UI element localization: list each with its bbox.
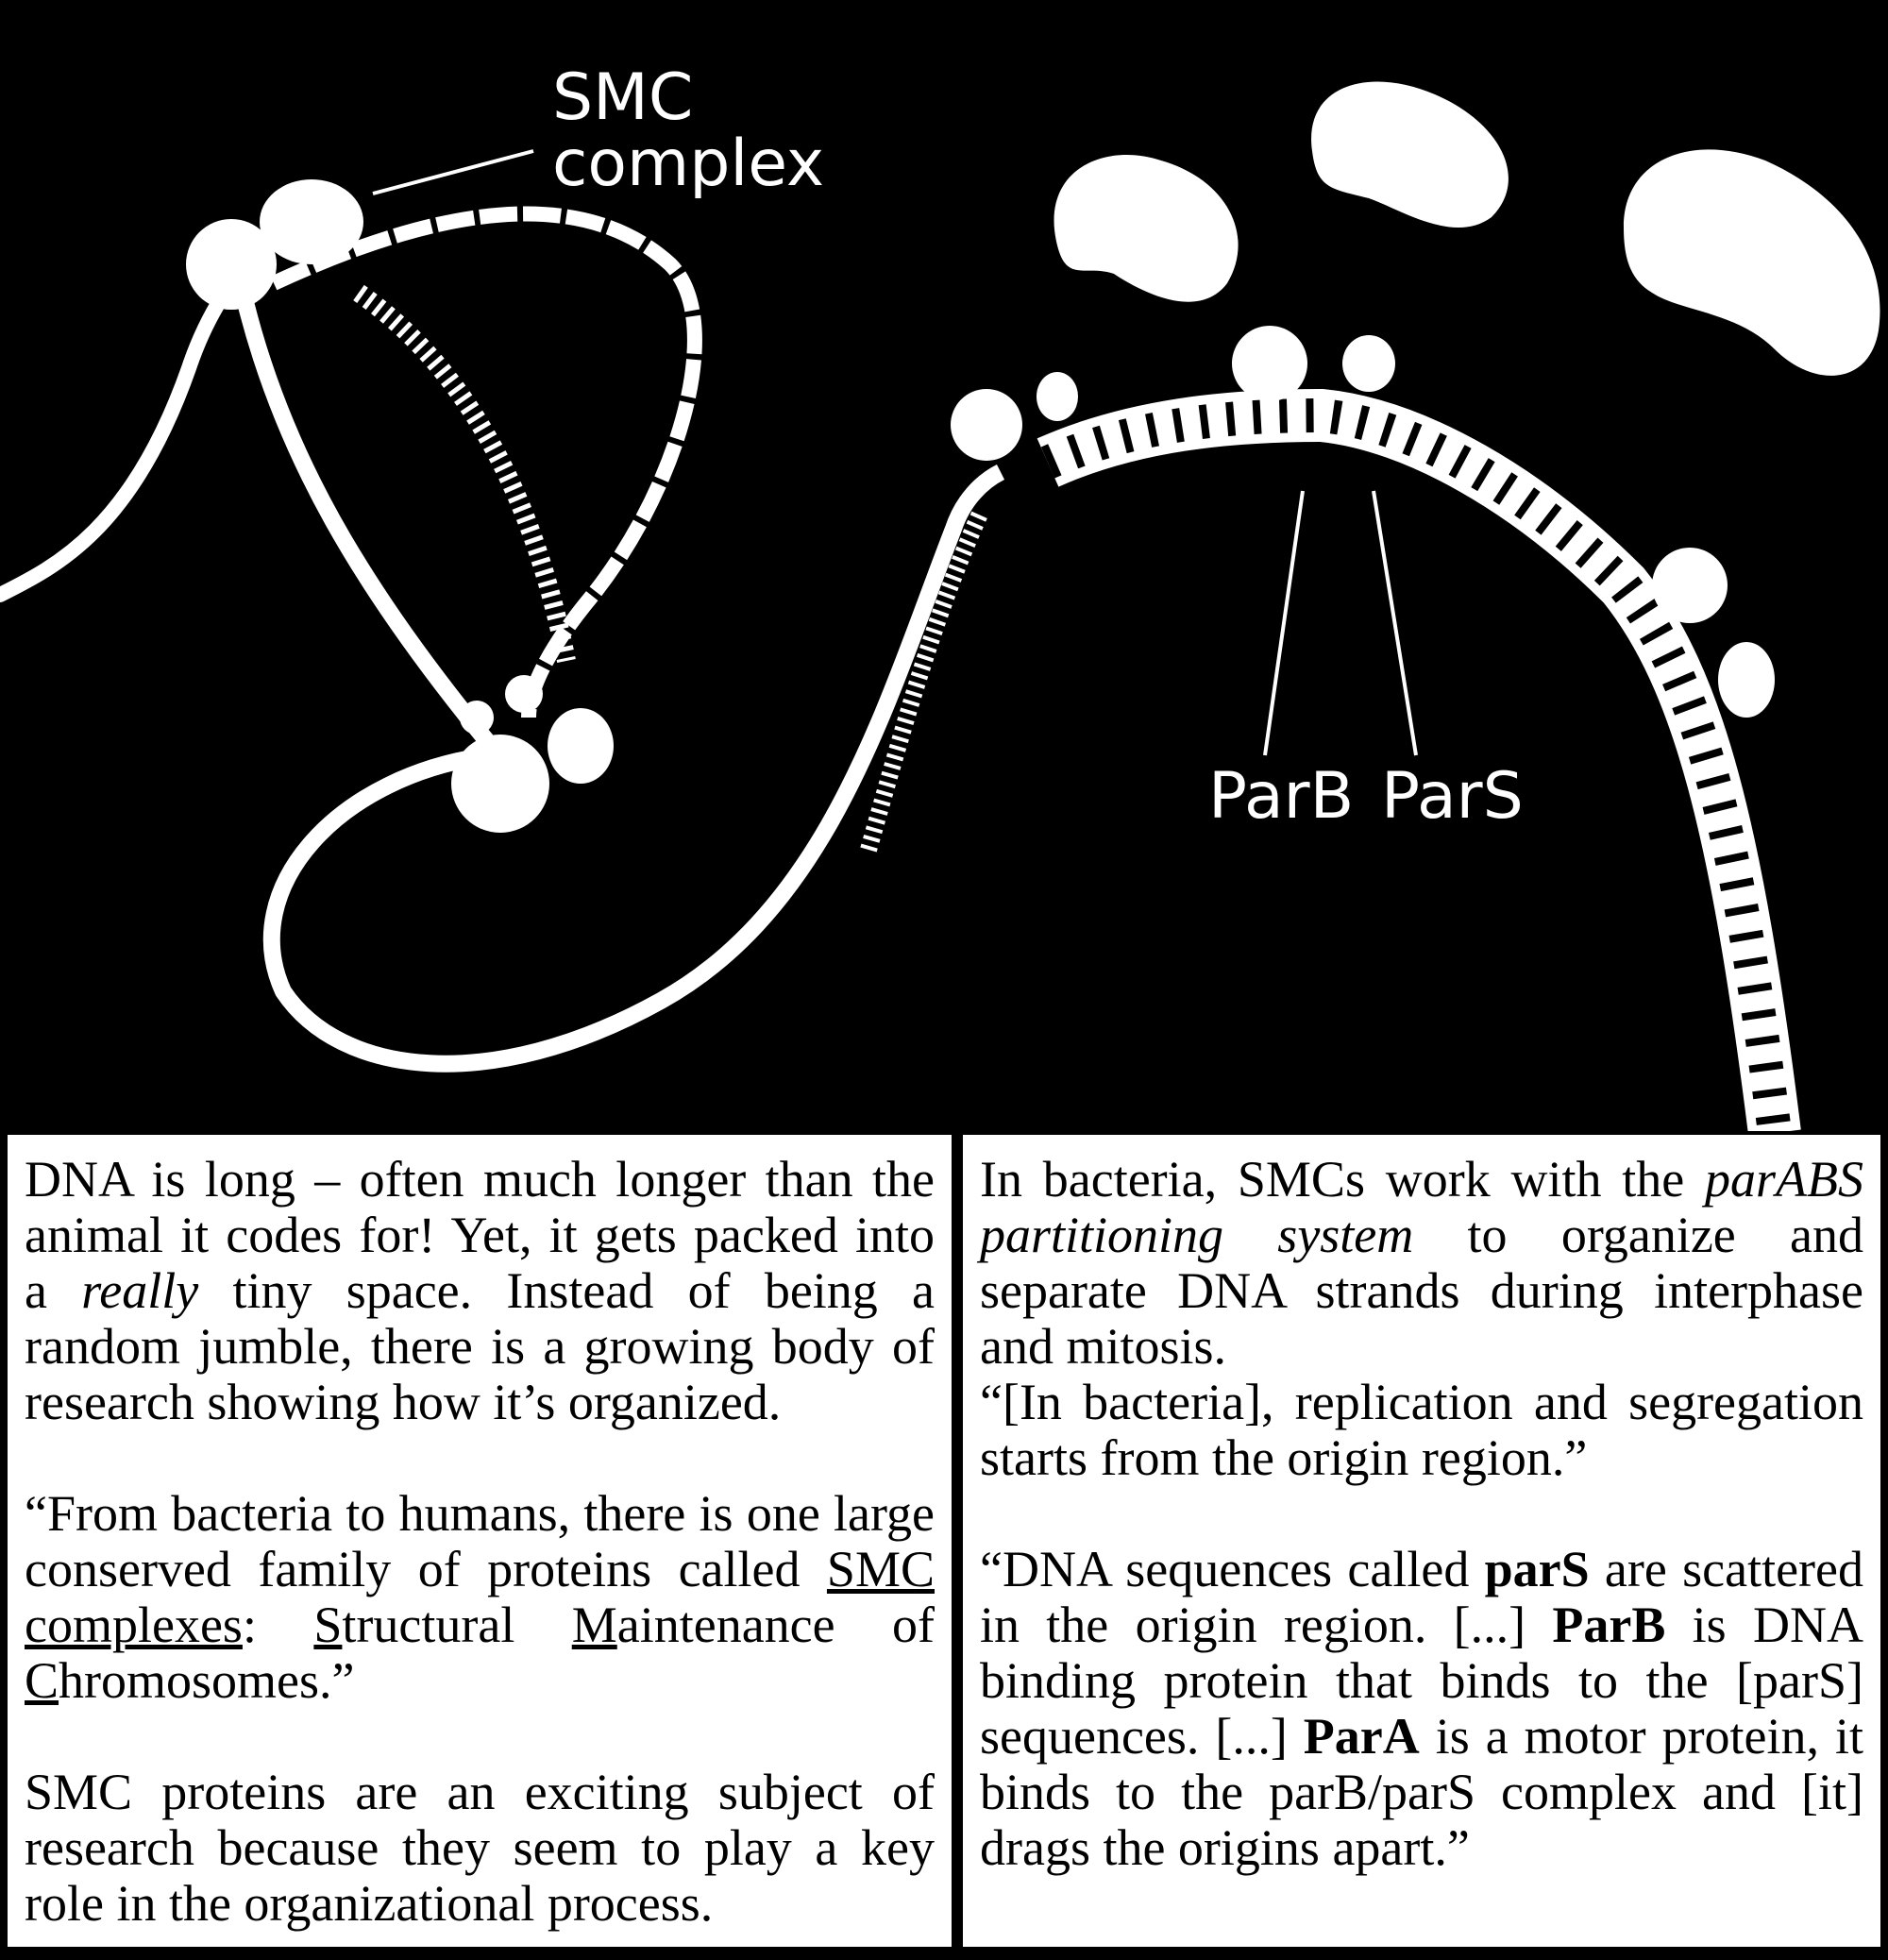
text-run: tiny space. Instead of being a random jumble, there is a growing body of research showing how it’s organized. xyxy=(25,1262,936,1430)
parb-protein-5 xyxy=(1652,548,1728,623)
underlined-c: C xyxy=(25,1652,59,1709)
text-run: : xyxy=(242,1597,314,1653)
left-paragraph-1 xyxy=(25,1152,935,1430)
smc-head-bottom xyxy=(451,735,549,833)
text-run: tructural xyxy=(342,1597,572,1653)
text-run: “From bacteria to humans, there is one large conserved family of proteins called xyxy=(25,1485,935,1597)
parb-protein-2 xyxy=(1037,372,1078,421)
left-paragraph-3: SMC proteins are an exciting subject of research because they seem to play a key role in the organizational process. xyxy=(25,1764,935,1932)
parb-label: ParB xyxy=(1208,759,1355,834)
text-run: “DNA sequences called xyxy=(980,1541,1485,1597)
text-run: hromosomes.” xyxy=(59,1652,355,1709)
underlined-s: S xyxy=(313,1597,343,1653)
emphasis-parabs: parABS partitioning system xyxy=(980,1151,1863,1263)
text-panels xyxy=(0,1131,1888,1960)
right-paragraph-2: “[In bacteria], replication and segregation starts from the origin region.” xyxy=(980,1374,1863,1486)
right-paragraph-3 xyxy=(980,1542,1863,1876)
right-paragraph-1 xyxy=(980,1152,1863,1375)
text-run: is DNA binding protein that binds to the [parS] sequences. [...] xyxy=(980,1597,1863,1765)
text-run: In bacteria, SMCs work with the xyxy=(980,1151,1705,1208)
parb-protein-6 xyxy=(1718,642,1775,718)
smc-head-small-2 xyxy=(505,675,543,713)
underlined-smc-complexes: SMC complexes xyxy=(25,1541,935,1653)
text-run: are scattered in the origin region. [...] xyxy=(980,1541,1863,1653)
text-run: aintenance of xyxy=(616,1597,935,1653)
smc-label-line1: SMC xyxy=(552,60,694,135)
parb-protein-1 xyxy=(951,389,1022,461)
bold-parb: ParB xyxy=(1552,1597,1666,1653)
left-text-panel xyxy=(4,1131,955,1951)
text-run: to organize and separate DNA strands during interphase and mitosis. xyxy=(980,1207,1863,1375)
left-paragraph-2 xyxy=(25,1486,935,1709)
right-text-panel xyxy=(959,1131,1884,1951)
smc-label-line2: complex xyxy=(552,127,825,201)
bold-pars: parS xyxy=(1484,1541,1590,1597)
smc-head-small-1 xyxy=(460,701,494,735)
pars-label: ParS xyxy=(1381,759,1524,834)
emphasis-really: really xyxy=(81,1262,199,1319)
underlined-m: M xyxy=(571,1597,617,1653)
parb-protein-4 xyxy=(1342,335,1395,392)
bold-para: ParA xyxy=(1303,1708,1420,1765)
parb-protein-3 xyxy=(1232,326,1307,401)
text-run: DNA is long – often much longer than the animal it codes for! Yet, it gets packed into a xyxy=(25,1151,935,1319)
smc-head-small-3 xyxy=(548,708,614,784)
smc-head-top-right xyxy=(260,179,363,264)
text-run: is a motor protein, it binds to the parB/parS complex and [it] drags the origins apart.” xyxy=(980,1708,1863,1876)
